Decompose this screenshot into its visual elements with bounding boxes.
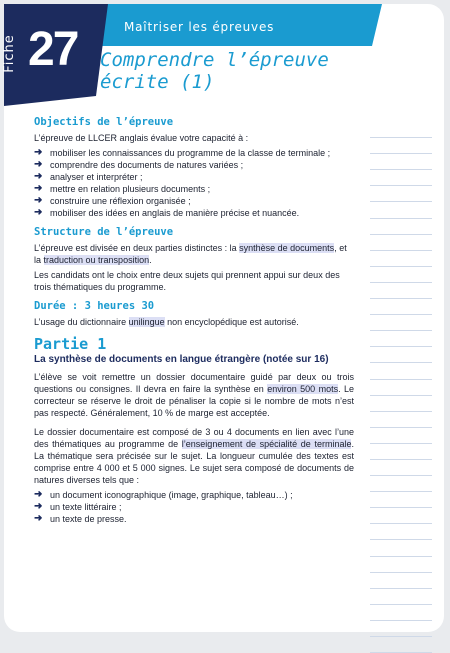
structure-paragraph-2: Les candidats ont le choix entre deux sujets qui prennent appui sur deux des trois thématiques du programme. [34, 270, 340, 292]
title-line-2: écrite (1) [100, 71, 215, 93]
note-line [370, 444, 432, 460]
note-line [370, 540, 432, 556]
partie-1-paragraph-1: L’élève se voit remettre un dossier documentaire guidé par deux ou trois questions ou consignes. Il devra en faire la synthèse en environ 500 mots. Le correcteur se réserve le droit de pénaliser la copie si le nombre de mots n’est pas respecté. Généralement, 10 % de marge est acceptée. [34, 372, 354, 418]
highlight: synthèse de documents [239, 243, 335, 253]
partie-1-heading: Partie 1 [34, 335, 107, 353]
fiche-card [1, 4, 444, 632]
note-line [370, 299, 432, 315]
highlight: environ 500 mots [267, 384, 339, 394]
note-line [370, 267, 432, 283]
note-line [370, 476, 432, 492]
note-line [370, 202, 432, 218]
partie-1-subheading: La synthèse de documents en langue étrangère (notée sur 16) [34, 354, 329, 365]
main-content [34, 116, 354, 532]
note-line [370, 412, 432, 428]
note-line [370, 589, 432, 605]
note-line [370, 235, 432, 251]
note-line [370, 219, 432, 235]
arrow-icon: ➜ [34, 489, 43, 500]
note-line [370, 347, 432, 363]
note-line [370, 605, 432, 621]
highlight: traduction ou transposition [43, 255, 150, 265]
note-line [370, 170, 432, 186]
arrow-icon: ➜ [34, 501, 43, 512]
list-item: ➜ un document iconographique (image, graphique, tableau…) ; [34, 489, 293, 500]
section-kicker: Maîtriser les épreuves [124, 20, 275, 34]
arrow-icon: ➜ [34, 159, 43, 170]
structure-paragraph-1: L’épreuve est divisée en deux parties distinctes : la synthèse de documents, et la traduction ou transposition. [34, 243, 347, 265]
note-line [370, 508, 432, 524]
note-line [370, 363, 432, 379]
list-item: ➜ un texte de presse. [34, 513, 127, 524]
note-line [370, 396, 432, 412]
arrow-icon: ➜ [34, 183, 43, 194]
objectifs-intro: L’épreuve de LLCER anglais évalue votre capacité à : [34, 133, 249, 143]
note-line [370, 621, 432, 637]
duree-heading: Durée : 3 heures 30 [34, 300, 155, 312]
note-line [370, 315, 432, 331]
note-line [370, 524, 432, 540]
list-item: ➜ un texte littéraire ; [34, 501, 122, 512]
note-line [370, 283, 432, 299]
note-line [370, 573, 432, 589]
notes-ruled-lines [370, 122, 432, 653]
partie-1-paragraph-2: Le dossier documentaire est composé de 3 ou 4 documents en lien avec l’une des thématiques au programme de l’enseignement de spécialité de terminale. La thématique sera précisée sur le sujet. La longueur cumulée des textes est comprise entre 4 000 et 5 000 signes. Le sujet sera composé de documents de natures diverses tels que : [34, 427, 354, 485]
note-line [370, 460, 432, 476]
highlight: unilingue [128, 317, 165, 327]
arrow-icon: ➜ [34, 195, 43, 206]
note-line [370, 637, 432, 653]
note-line [370, 122, 432, 138]
note-line [370, 154, 432, 170]
arrow-icon: ➜ [34, 513, 43, 524]
highlight: l’enseignement de spécialité de terminale [181, 439, 352, 449]
arrow-icon: ➜ [34, 207, 43, 218]
list-item: ➜ mobiliser des idées en anglais de manière précise et nuancée. [34, 207, 300, 218]
fiche-number: 27 [28, 23, 78, 76]
note-line [370, 251, 432, 267]
objectifs-list [34, 147, 354, 219]
list-item: ➜ analyser et interpréter ; [34, 171, 143, 182]
note-line [370, 380, 432, 396]
document-types-list [34, 489, 354, 525]
list-item: ➜ mettre en relation plusieurs documents ; [34, 183, 211, 194]
title-line-1: Comprendre l’épreuve [100, 49, 329, 71]
note-line [370, 557, 432, 573]
list-item: ➜ mobiliser les connaissances du programme de la classe de terminale ; [34, 147, 331, 158]
arrow-icon: ➜ [34, 171, 43, 182]
structure-heading: Structure de l’épreuve [34, 226, 174, 238]
list-item: ➜ construire une réflexion organisée ; [34, 195, 191, 206]
list-item: ➜ comprendre des documents de natures variées ; [34, 159, 244, 170]
duree-paragraph: L’usage du dictionnaire unilingue non encyclopédique est autorisé. [34, 317, 299, 327]
note-line [370, 492, 432, 508]
note-line [370, 331, 432, 347]
page-title [100, 49, 329, 93]
objectifs-heading: Objectifs de l’épreuve [34, 116, 174, 128]
note-line [370, 186, 432, 202]
note-line [370, 138, 432, 154]
fiche-label: Fiche [1, 34, 17, 73]
note-line [370, 428, 432, 444]
arrow-icon: ➜ [34, 147, 43, 158]
